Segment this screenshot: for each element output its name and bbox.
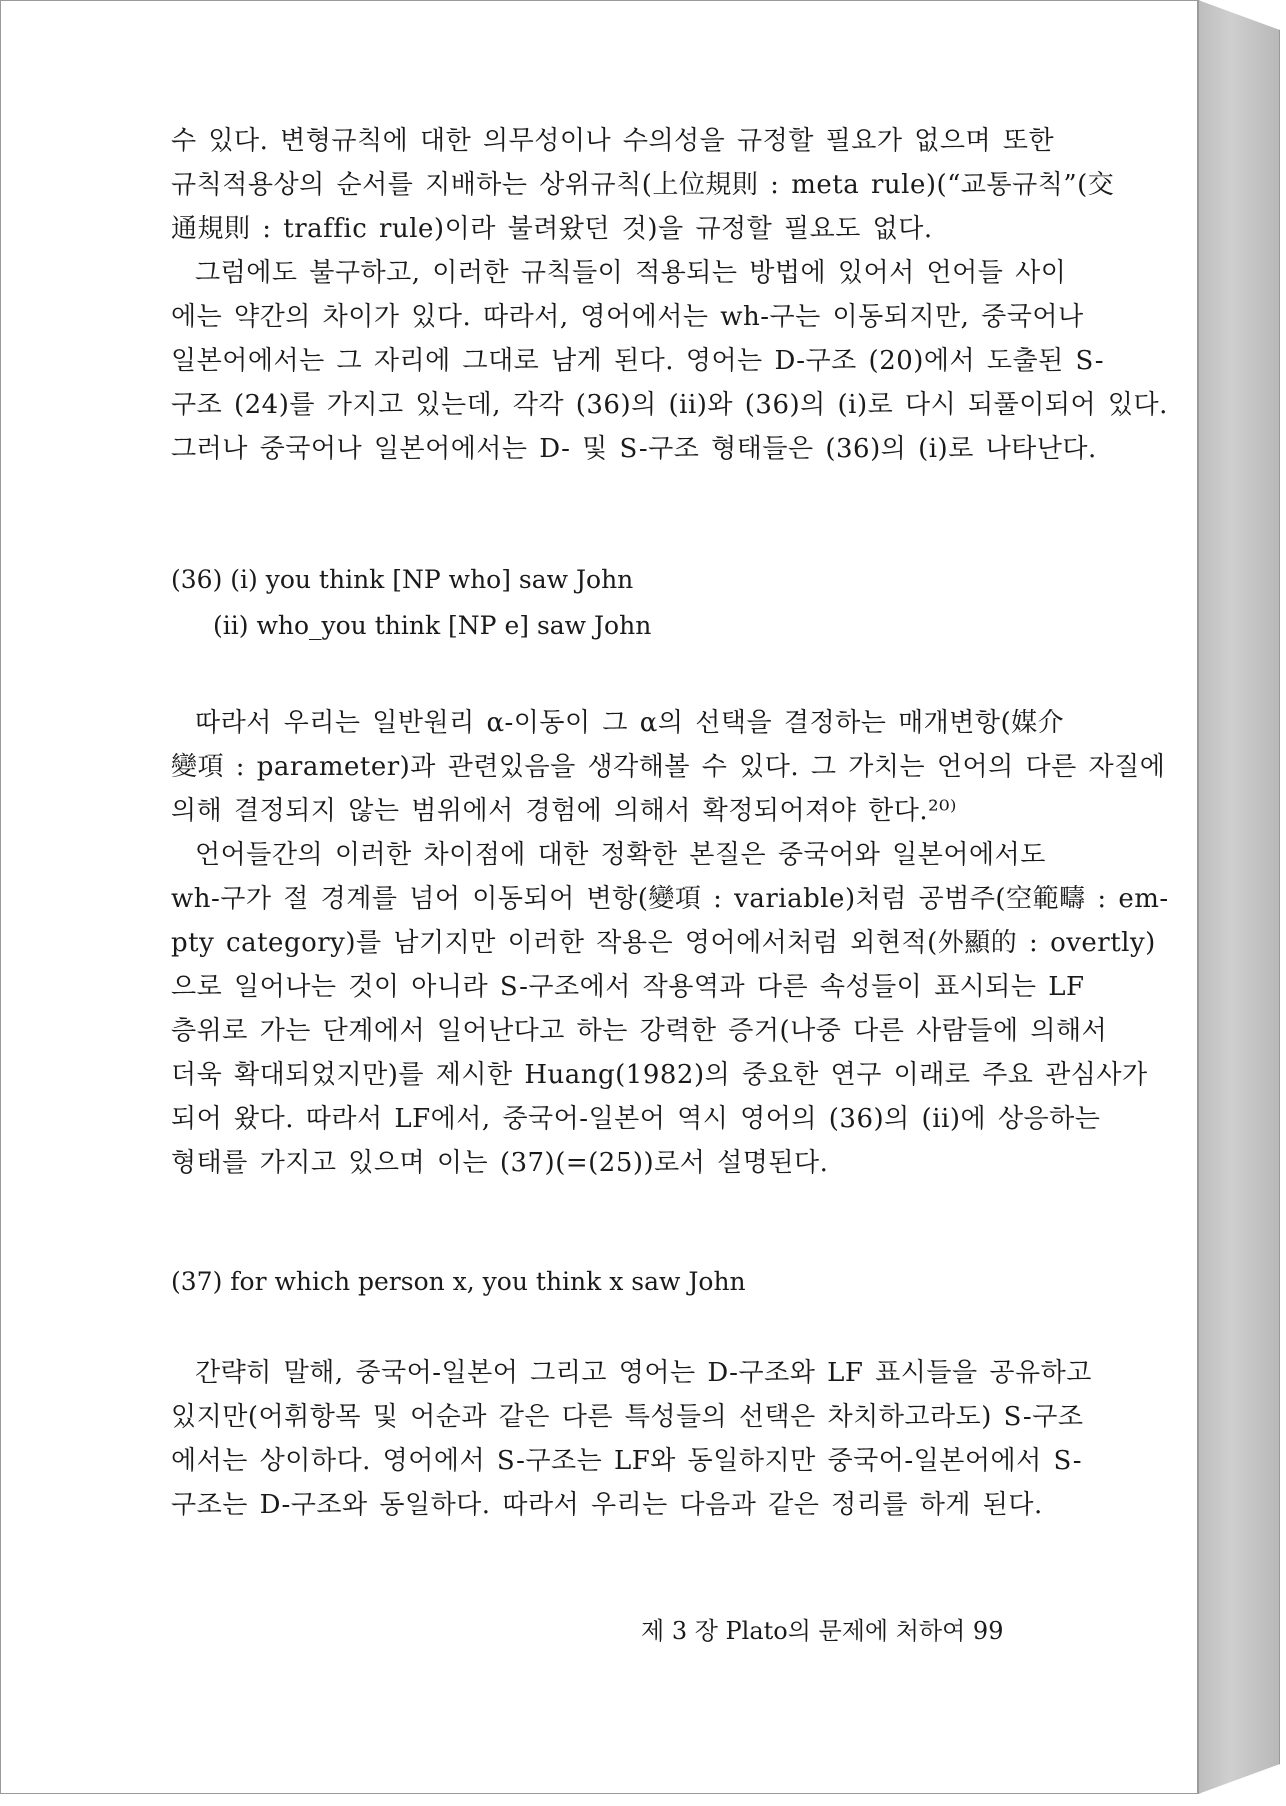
text-line: pty category)를 남기지만 이러한 작용은 영어에서처럼 외현적(外顯的 : overtly) [171,928,1156,958]
text-line: wh-구가 절 경계를 넘어 이동되어 변항(變項 : variable)처럼 공범주(空範疇 : em- [171,884,1169,914]
text-line: 더욱 확대되었지만)를 제시한 Huang(1982)의 중요한 연구 이래로 주요 관심사가 [171,1060,1148,1090]
text-line: 되어 왔다. 따라서 LF에서, 중국어-일본어 역시 영어의 (36)의 (ii)에 상응하는 [171,1104,1101,1134]
paragraph-1 [171,119,1115,251]
book-spine-edge [1198,0,1280,1794]
text-line: 수 있다. 변형규칙에 대한 의무성이나 수의성을 규정할 필요가 없으며 또한 [171,126,1055,156]
text-line: 구조 (24)를 가지고 있는데, 각각 (36)의 (ii)와 (36)의 (i)로 다시 되풀이되어 있다. [171,390,1168,420]
text-line: 층위로 가는 단계에서 일어난다고 하는 강력한 증거(나중 다른 사람들에 의해서 [171,1016,1108,1046]
text-line: 구조는 D-구조와 동일하다. 따라서 우리는 다음과 같은 정리를 하게 된다. [171,1490,1043,1520]
text-line: 형태를 가지고 있으며 이는 (37)(=(25))로서 설명된다. [171,1148,829,1178]
text-line: 의해 결정되지 않는 범위에서 경험에 의해서 확정되어져야 한다.²⁰⁾ [171,796,957,826]
text-line: 에는 약간의 차이가 있다. 따라서, 영어에서는 wh-구는 이동되지만, 중국어나 [171,302,1084,332]
example-line: (36) (i) you think [NP who] saw John [171,565,634,594]
text-line: 通規則 : traffic rule)이라 불려왔던 것)을 규정할 필요도 없다. [171,214,933,244]
text-line: 그러나 중국어나 일본어에서는 D- 및 S-구조 형태들은 (36)의 (i)로 나타난다. [171,434,1097,464]
text-line: 그럼에도 불구하고, 이러한 규칙들이 적용되는 방법에 있어서 언어들 사이 [195,258,1067,288]
text-line: 있지만(어휘항목 및 어순과 같은 다른 특성들의 선택은 차치하고라도) S-구조 [171,1402,1084,1432]
example-line: (ii) who_you think [NP e] saw John [213,611,652,640]
page-footer: 제 3 장 Plato의 문제에 처하여 99 [641,1617,1004,1645]
example-line: (37) for which person x, you think x saw John [171,1267,746,1296]
paragraph-3 [171,701,1166,833]
paragraph-5 [171,1351,1092,1527]
example-36 [171,561,651,653]
text-line: 규칙적용상의 순서를 지배하는 상위규칙(上位規則 : meta rule)(“교통규칙”(交 [171,170,1115,200]
paragraph-4 [171,833,1169,1185]
text-line: 언어들간의 이러한 차이점에 대한 정확한 본질은 중국어와 일본어에서도 [195,840,1046,870]
text-line: 간략히 말해, 중국어-일본어 그리고 영어는 D-구조와 LF 표시들을 공유하고 [195,1358,1092,1388]
text-line: 일본어에서는 그 자리에 그대로 남게 된다. 영어는 D-구조 (20)에서 도출된 S- [171,346,1105,376]
paragraph-2 [171,251,1168,471]
text-line: 따라서 우리는 일반원리 α-이동이 그 α의 선택을 결정하는 매개변항(媒介 [195,708,1065,738]
text-line: 으로 일어나는 것이 아니라 S-구조에서 작용역과 다른 속성들이 표시되는 LF [171,972,1085,1002]
text-line: 에서는 상이하다. 영어에서 S-구조는 LF와 동일하지만 중국어-일본어에서 S- [171,1446,1083,1476]
example-37 [171,1263,746,1309]
text-line: 變項 : parameter)과 관련있음을 생각해볼 수 있다. 그 가치는 언어의 다른 자질에 [171,752,1166,782]
